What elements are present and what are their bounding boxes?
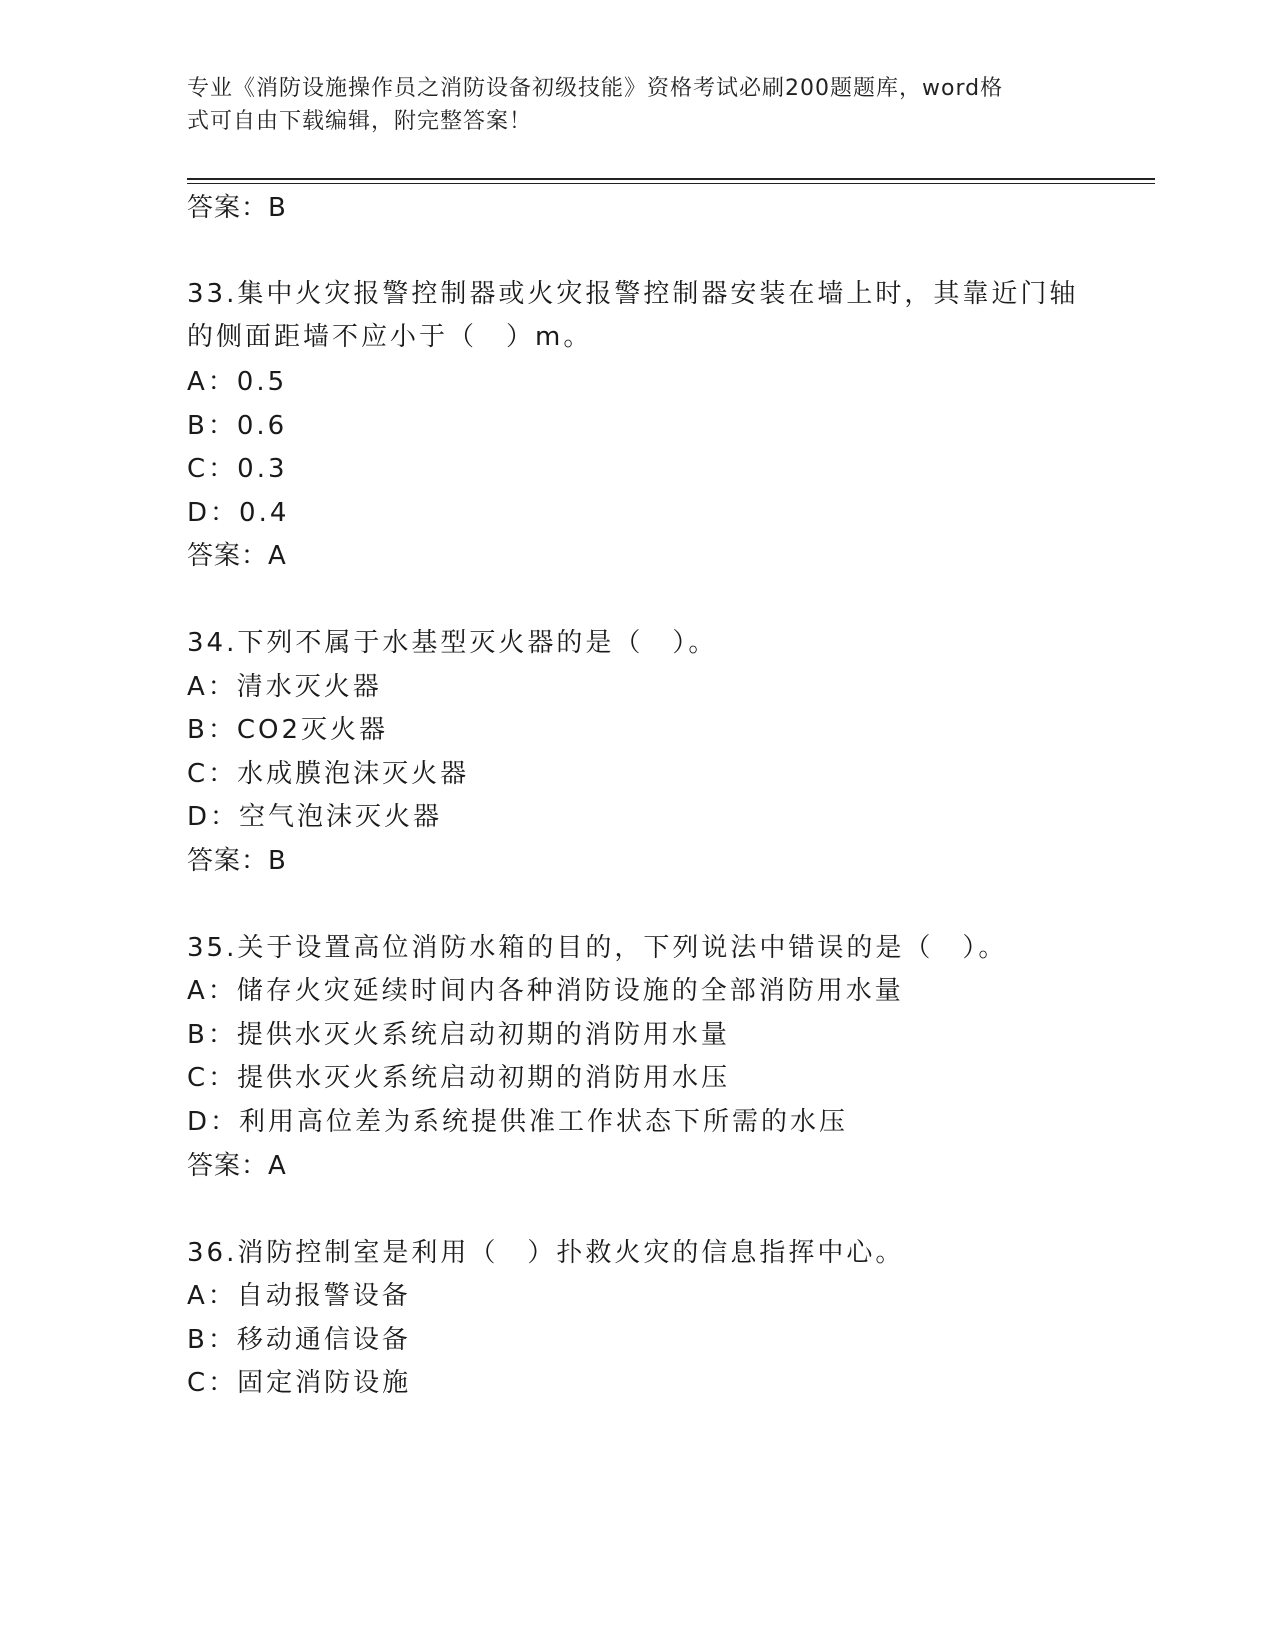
question-35-option-b: B：提供水灭火系统启动初期的消防用水量 [187, 1020, 730, 1050]
question-34-option-a: A：清水灭火器 [187, 672, 382, 702]
question-35-option-a: A：储存火灾延续时间内各种消防设施的全部消防用水量 [187, 976, 904, 1006]
question-36-option-b: B：移动通信设备 [187, 1325, 411, 1355]
question-33-stem-line-2: 的侧面距墙不应小于（ ）m。 [187, 322, 593, 352]
header-rule-thick [187, 178, 1155, 180]
question-33-option-b: B：0.6 [187, 411, 288, 441]
question-34-answer: 答案：B [187, 846, 287, 876]
document-header [187, 72, 1087, 138]
header-rule-thin [187, 183, 1155, 184]
question-35-stem: 35.关于设置高位消防水箱的目的，下列说法中错误的是（ ）。 [187, 933, 1008, 963]
question-36-option-c: C：固定消防设施 [187, 1368, 412, 1398]
question-35-answer: 答案：A [187, 1151, 287, 1181]
question-34-option-b: B：CO2灭火器 [187, 715, 388, 745]
question-36-option-a: A：自动报警设备 [187, 1281, 411, 1311]
question-33-option-a: A：0.5 [187, 367, 288, 397]
question-35-option-d: D：利用高位差为系统提供准工作状态下所需的水压 [187, 1107, 849, 1137]
question-33-stem-line-1: 33.集中火灾报警控制器或火灾报警控制器安装在墙上时，其靠近门轴 [187, 279, 1079, 309]
question-33-answer: 答案：A [187, 541, 287, 571]
header-line-1: 专业《消防设施操作员之消防设备初级技能》资格考试必刷200题题库，word格 [187, 76, 1004, 101]
question-35-option-c: C：提供水灭火系统启动初期的消防用水压 [187, 1063, 731, 1093]
question-36-stem: 36.消防控制室是利用（ ）扑救火灾的信息指挥中心。 [187, 1238, 905, 1268]
question-34-option-c: C：水成膜泡沫灭火器 [187, 759, 470, 789]
question-33-option-d: D：0.4 [187, 498, 290, 528]
question-34-option-d: D：空气泡沫灭火器 [187, 802, 443, 832]
previous-answer: 答案：B [187, 193, 287, 223]
question-34-stem: 34.下列不属于水基型灭火器的是（ ）。 [187, 628, 718, 658]
header-line-2: 式可自由下载编辑，附完整答案！ [187, 109, 533, 134]
question-33-option-c: C：0.3 [187, 454, 288, 484]
